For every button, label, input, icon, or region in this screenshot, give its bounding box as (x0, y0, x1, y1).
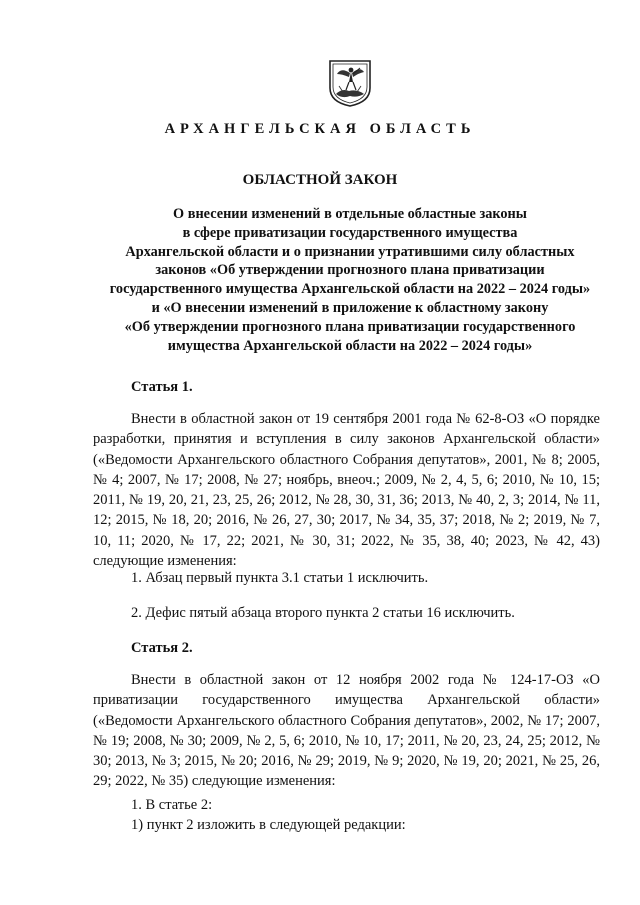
law-title-line: законов «Об утверждении прогнозного плана приватизации (155, 262, 545, 279)
article-2-subitem-1: 1) пункт 2 изложить в следующей редакции: (131, 817, 406, 833)
law-title-line: О внесении изменений в отдельные областные законы (173, 206, 527, 222)
law-type: ОБЛАСТНОЙ ЗАКОН (242, 172, 398, 188)
law-title-line: государственного имущества Архангельской области на 2022 – 2024 годы» (109, 281, 591, 298)
law-title-line: Архангельской области и о признании утратившими силу областных (125, 243, 575, 260)
law-title-line: имущества Архангельской области на 2022 – 2024 годы» (167, 337, 533, 354)
law-title-line: в сфере приватизации государственного имущества (182, 224, 518, 241)
region-name: АРХАНГЕЛЬСКАЯ ОБЛАСТЬ (164, 121, 476, 137)
law-title-line: и «О внесении изменений в приложение к областному закону (151, 299, 549, 316)
article-1-item-2: 2. Дефис пятый абзаца второго пункта 2 статьи 16 исключить. (131, 605, 515, 621)
article-2-intro: Внести в областной закон от 12 ноября 2002 года № 124-17-ОЗ «О приватизации государственного имущества Архангельской области» («Ведомости Архангельского областного Собрания депутатов», 2002, № 17; 2007, № 19; 2008, № 30; 2009, № 2, 5, 6; 2010, № 10, 17; 2011, № 20, 23, 24, 25; 2012, № 30; 2013, № 3; 2015, № 20; 2016, № 29; 2019, № 9; 2020, № 19, 20; 2021, № 25, 26, 29; 2022, № 35) следующие изменения: (93, 672, 600, 790)
article-1-intro: Внести в областной закон от 19 сентября 2001 года № 62-8-ОЗ «О порядке разработки, принятия и вступления в силу законов Архангельской области» («Ведомости Архангельского областного Собрания депутатов», 2001, № 8; 2005, № 4; 2007, № 17; 2008, № 27; ноябрь, внеоч.; 2009, № 2, 4, 5, 6; 2010, № 10, 15; 2011, № 19, 20, 21, 23, 25, 26; 2012, № 28, 30, 31, 36; 2013, № 40, 2, 3; 2014, № 11, 12; 2015, № 18, 20; 2016, № 26, 27, 30; 2017, № 34, 35, 37; 2018, № 2; 2019, № 7, 10, 11; 2020, № 17, 22; 2021, № 30, 31; 2022, № 35, 38, 40; 2023, № 42, 43) следующие изменения: (93, 411, 600, 570)
article-2-item-1: 1. В статье 2: (131, 797, 213, 813)
law-title-line: «Об утверждении прогнозного плана приватизации государственного (124, 318, 576, 335)
article-1-heading: Статья 1. (131, 379, 193, 395)
article-2-heading: Статья 2. (131, 640, 193, 656)
coat-of-arms-icon (327, 58, 373, 108)
law-title (80, 205, 620, 355)
article-1-item-1: 1. Абзац первый пункта 3.1 статьи 1 исключить. (131, 570, 429, 586)
